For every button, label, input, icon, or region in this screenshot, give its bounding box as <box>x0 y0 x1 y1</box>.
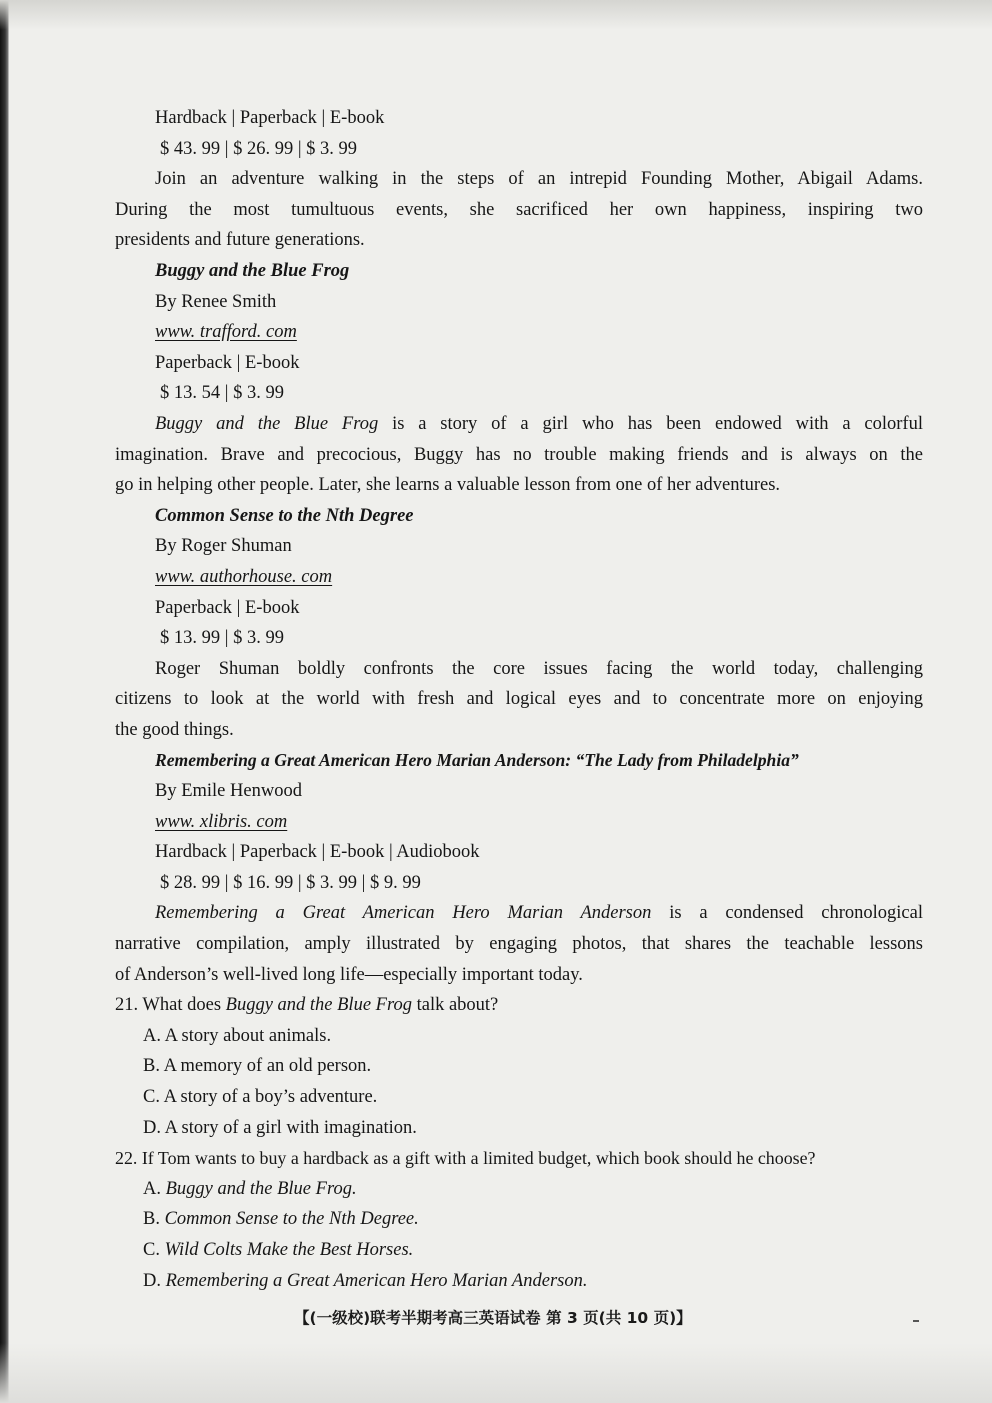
book-title-inline: Buggy and the Blue Frog <box>155 413 379 434</box>
page-footer: 【(一级校)联考半期考高三英语试卷 第 3 页(共 10 页)】 <box>294 1309 692 1327</box>
option-text: Buggy and the Blue Frog. <box>165 1178 357 1199</box>
answer-option-a[interactable]: A. A story about animals. <box>143 1025 332 1046</box>
answer-option-d[interactable] <box>115 1266 923 1297</box>
option-letter: D. <box>143 1270 166 1291</box>
question-22: 22. If Tom wants to buy a hardback as a gift with a limited budget, which book should he choose? <box>115 1148 816 1169</box>
book-formats: Hardback | Paperback | E-book | Audiobook <box>155 842 480 863</box>
book-description-line <box>115 409 923 440</box>
question-text: talk about? <box>411 995 499 1016</box>
question-text: 21. What does <box>115 995 226 1016</box>
book-title: Remembering a Great American Hero Marian Anderson: “The Lady from Philadelphia” <box>155 750 799 771</box>
book-description-line: citizens to look at the world with fresh and logical eyes and to concentrate more on enjoying <box>115 689 923 710</box>
book-url-link[interactable]: www. trafford. com <box>155 322 297 343</box>
book-url-link[interactable]: www. authorhouse. com <box>155 566 333 587</box>
book-description-line: of Anderson’s well-lived long life—especially important today. <box>115 964 583 985</box>
option-text: Wild Colts Make the Best Horses. <box>164 1239 414 1260</box>
book-author: By Roger Shuman <box>155 536 292 557</box>
book-author: By Emile Henwood <box>155 781 302 802</box>
book-prices: $ 28. 99 | $ 16. 99 | $ 3. 99 | $ 9. 99 <box>160 872 421 893</box>
book-title: Buggy and the Blue Frog <box>155 260 350 281</box>
option-text: Remembering a Great American Hero Marian Anderson. <box>165 1270 588 1291</box>
scan-edge <box>0 0 9 1403</box>
book-description-line: the good things. <box>115 719 234 740</box>
exam-page <box>115 103 923 1296</box>
answer-option-b[interactable] <box>115 1204 923 1235</box>
book-description-line: Roger Shuman boldly confronts the core issues facing the world today, challenging <box>155 658 923 679</box>
book-description-line: Join an adventure walking in the steps of an intrepid Founding Mother, Abigail Adams. <box>155 169 923 190</box>
book-description-line: imagination. Brave and precocious, Buggy has no trouble making friends and is always on the <box>115 444 923 465</box>
book-description-line: presidents and future generations. <box>115 230 365 251</box>
book-prices: $ 13. 54 | $ 3. 99 <box>160 383 284 404</box>
book-description-text: is a condensed chronological <box>651 903 923 924</box>
answer-option-b[interactable]: B. A memory of an old person. <box>143 1056 372 1077</box>
book-description-line: During the most tumultuous events, she sacrificed her own happiness, inspiring two <box>115 199 923 220</box>
book-formats: Paperback | E-book <box>155 597 300 618</box>
scan-shade-top <box>0 0 992 30</box>
book-formats: Hardback | Paperback | E-book <box>155 108 385 128</box>
book-description-line: go in helping other people. Later, she learns a valuable lesson from one of her adventures. <box>115 475 781 496</box>
book-url-link[interactable]: www. xlibris. com <box>155 811 288 832</box>
book-title-inline: Buggy and the Blue Frog <box>225 995 412 1016</box>
scan-mark <box>913 1320 919 1322</box>
book-prices: $ 13. 99 | $ 3. 99 <box>160 628 284 649</box>
option-letter: B. <box>143 1209 165 1230</box>
question-21 <box>115 990 923 1021</box>
book-author: By Renee Smith <box>155 291 277 312</box>
book-description-line: narrative compilation, amply illustrated by engaging photos, that shares the teachable lessons <box>115 934 923 955</box>
book-title: Common Sense to the Nth Degree <box>155 505 414 526</box>
answer-option-c[interactable]: C. A story of a boy’s adventure. <box>143 1087 378 1107</box>
book-description-line <box>115 898 923 929</box>
scan-shade-bottom <box>0 1343 992 1403</box>
answer-option-d[interactable]: D. A story of a girl with imagination. <box>143 1117 417 1138</box>
book-formats: Paperback | E-book <box>155 352 300 373</box>
answer-option-a[interactable] <box>115 1174 923 1205</box>
answer-option-c[interactable] <box>115 1235 923 1266</box>
option-letter: A. <box>143 1178 166 1199</box>
book-prices: $ 43. 99 | $ 26. 99 | $ 3. 99 <box>160 138 358 159</box>
option-letter: C. <box>143 1239 165 1260</box>
book-title-inline: Remembering a Great American Hero Marian Anderson <box>155 903 652 924</box>
book-description-text: is a story of a girl who has been endowed with a colorful <box>378 413 923 434</box>
option-text: Common Sense to the Nth Degree. <box>164 1209 419 1230</box>
